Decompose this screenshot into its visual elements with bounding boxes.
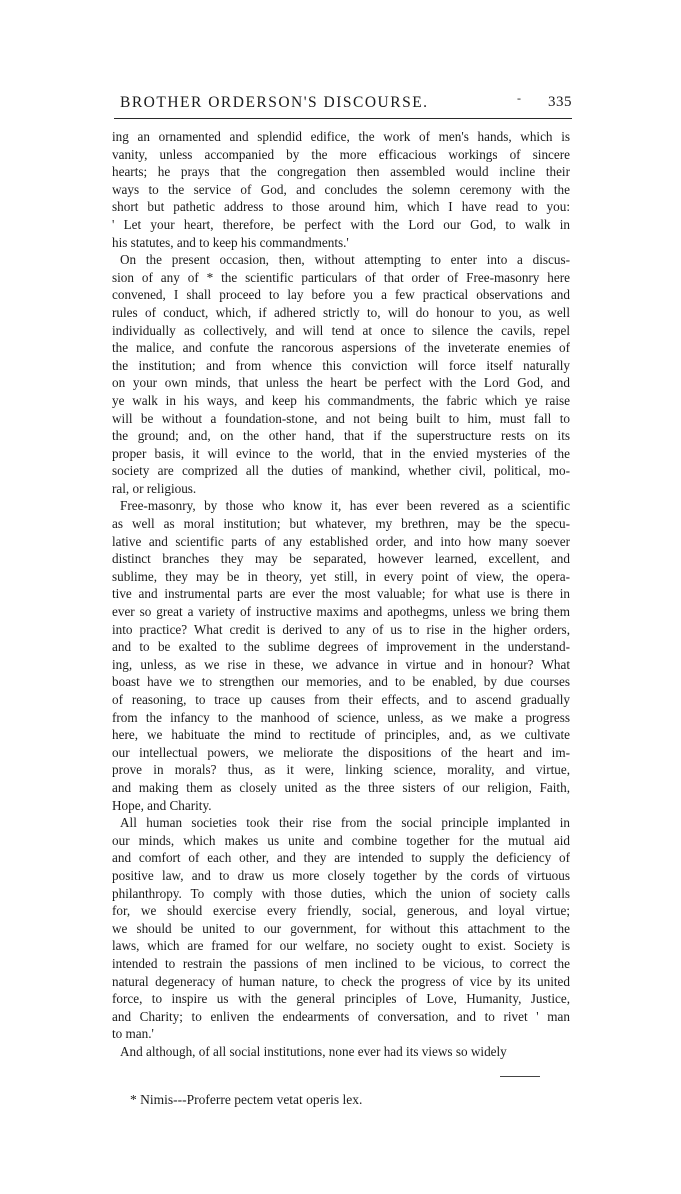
text-line: sion of any of * the scientific particulars of that order of Free-masonry here: [112, 269, 570, 285]
page-number: 335: [548, 94, 572, 110]
text-line: natural degeneracy of human nature, to check the progress of vice by its united: [112, 973, 570, 989]
text-line: distinct branches they may be separated, however learned, excellent, and: [112, 551, 570, 567]
text-line: ways to the service of God, and concludes the solemn ceremony with the: [112, 181, 570, 197]
text-line: And although, of all social institutions, none ever had its views so widely: [120, 1043, 507, 1059]
text-line: sublime, they may be in theory, yet still, in every point of view, the opera-: [112, 568, 570, 584]
text-line: and to be exalted to the sublime degrees of improvement in the understand-: [112, 639, 570, 655]
running-title: BROTHER ORDERSON'S DISCOURSE.: [120, 94, 429, 111]
text-line: Free-masonry, by those who know it, has ever been revered as a scientific: [120, 498, 570, 514]
text-line: laws, which are framed for our welfare, no society ought to exist. Society is: [112, 938, 570, 954]
text-line: and making them as closely united as the three sisters of our religion, Faith,: [112, 779, 570, 795]
text-line: vanity, unless accompanied by the more efficacious workings of sincere: [112, 146, 570, 162]
text-line: to man.': [112, 1026, 154, 1042]
text-line: On the present occasion, then, without attempting to enter into a discus-: [120, 252, 570, 268]
text-line: ye walk in his ways, and keep his commandments, the fabric which ye raise: [112, 392, 570, 408]
footnote-rule: [500, 1076, 540, 1077]
text-line: his statutes, and to keep his commandments.': [112, 234, 349, 250]
body-text: [112, 128, 570, 1060]
text-line: philanthropy. To comply with those duties, which the union of society calls: [112, 885, 570, 901]
text-line: and comfort of each other, and they are intended to supply the deficiency of: [112, 850, 570, 866]
text-line: ing, unless, as we rise in these, we advance in virtue and in honour? What: [112, 656, 570, 672]
text-line: positive law, and to draw us more closely together by the cords of virtuous: [112, 867, 570, 883]
running-head: [112, 91, 572, 118]
header-rule: [114, 118, 572, 119]
text-line: for, we should exercise every friendly, social, generous, and loyal virtue;: [112, 903, 570, 919]
text-line: lative and scientific parts of any established order, and into how many soever: [112, 533, 570, 549]
text-line: the ground; and, on the other hand, that if the superstructure rests on its: [112, 428, 570, 444]
text-line: will be without a foundation-stone, and not being built to him, must fall to: [112, 410, 570, 426]
header-mark: -: [517, 91, 521, 105]
text-line: our minds, which makes us unite and combine together for the mutual aid: [112, 832, 570, 848]
text-line: All human societies took their rise from the social principle implanted in: [120, 815, 570, 831]
text-line: the institution; and from whence this conviction will force itself naturally: [112, 357, 570, 373]
text-line: as well as moral institution; but whatever, my brethren, may be the specu-: [112, 516, 570, 532]
text-line: boast have we to strengthen our memories, and to be enabled, by due courses: [112, 674, 570, 690]
text-line: individually as collectively, and will tend at once to silence the cavils, repel: [112, 322, 570, 338]
footnote: * Nimis---Proferre pectem vetat operis lex.: [130, 1092, 363, 1107]
text-line: convened, I shall proceed to lay before you a few practical observations and: [112, 287, 570, 303]
text-line: ing an ornamented and splendid edifice, the work of men's hands, which is: [112, 129, 570, 144]
text-line: we should be united to our government, for without this attachment to the: [112, 920, 570, 936]
text-line: ' Let your heart, therefore, be perfect with the Lord our God, to walk in: [112, 216, 570, 232]
text-line: force, to inspire us with the general principles of Love, Humanity, Justice,: [112, 991, 570, 1007]
text-line: short but pathetic address to those around him, which I have read to you:: [112, 199, 570, 215]
text-line: ever so great a variety of instructive maxims and apothegms, unless we bring them: [112, 604, 570, 620]
text-line: prove in morals? thus, as it were, linking science, morality, and virtue,: [112, 762, 570, 778]
text-line: ral, or religious.: [112, 480, 197, 496]
text-line: society are comprized all the duties of mankind, whether civil, political, mo-: [112, 463, 570, 479]
text-line: of reasoning, to trace up causes from their effects, and to ascend gradually: [112, 692, 570, 707]
text-line: hearts; he prays that the congregation then assembled would incline their: [112, 164, 570, 180]
text-line: the malice, and confute the rancorous aspersions of the inveterate enemies of: [112, 340, 570, 356]
text-line: intended to restrain the passions of men inclined to be vicious, to correct the: [112, 955, 570, 971]
text-line: proper basis, it will evince to the world, that in the envied mysteries of the: [112, 445, 570, 461]
text-line: our intellectual powers, we meliorate the dispositions of the heart and im-: [112, 744, 570, 760]
text-line: tive and instrumental parts are ever the most valuable; for what use is there in: [112, 586, 570, 602]
text-line: rules of conduct, which, if adhered strictly to, will do honour to you, as well: [112, 304, 570, 320]
text-line: and Charity; to enliven the endearments of conversation, and to rivet ' man: [112, 1008, 570, 1024]
text-line: on your own minds, that unless the heart be perfect with the Lord God, and: [112, 375, 570, 391]
text-line: from the infancy to the manhood of science, unless, as we make a progress: [112, 709, 570, 725]
text-line: into practice? What credit is derived to any of us to rise in the higher orders,: [112, 621, 570, 637]
text-line: here, we habituate the mind to rectitude of principles, and, as we cultivate: [112, 727, 570, 743]
text-line: Hope, and Charity.: [112, 797, 212, 813]
